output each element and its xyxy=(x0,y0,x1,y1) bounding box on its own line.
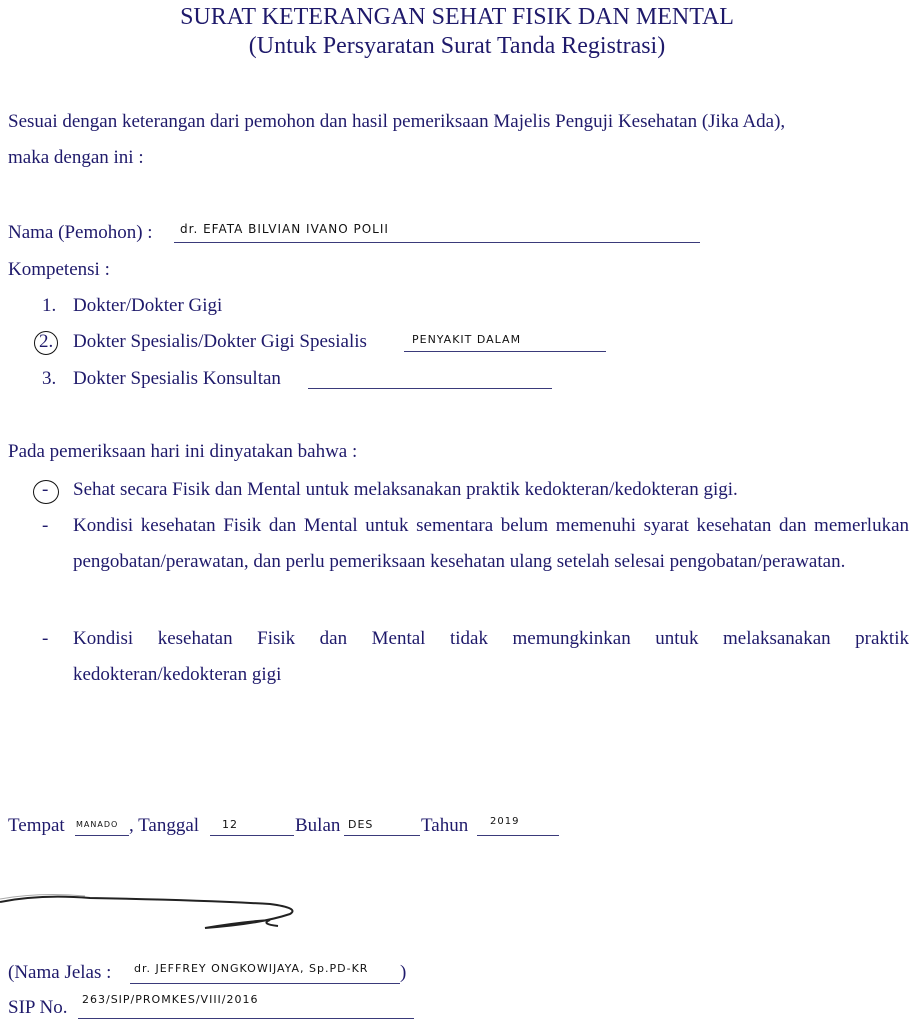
place-underline xyxy=(75,835,129,836)
competency-1-number: 1. xyxy=(42,295,57,316)
year-underline xyxy=(477,835,559,836)
document-title: SURAT KETERANGAN SEHAT FISIK DAN MENTAL xyxy=(180,4,734,30)
document-subtitle: (Untuk Persyaratan Surat Tanda Registrasi) xyxy=(248,33,666,59)
examination-label: Pada pemeriksaan hari ini dinyatakan bahwa : xyxy=(8,441,358,462)
exam-option-2-marker: - xyxy=(42,515,49,536)
signer-name-underline xyxy=(130,983,400,984)
applicant-underline xyxy=(174,242,700,243)
applicant-name-field[interactable]: dr. EFATA BILVIAN IVANO POLII xyxy=(180,222,389,236)
sip-label: SIP No. xyxy=(8,997,68,1018)
place-label: Tempat xyxy=(8,815,65,836)
signer-name-field[interactable]: dr. JEFFREY ONGKOWIJAYA, Sp.PD-KR xyxy=(134,962,369,975)
exam-option-1-marker: - xyxy=(42,479,49,500)
exam-option-2-text[interactable]: Kondisi kesehatan Fisik dan Mental untuk sementara belum memenuhi syarat kesehatan dan memerlukan pengobatan/perawatan, dan perlu pemeriksaan kesehatan ulang setelah selesai pengobatan/perawatan. xyxy=(73,515,909,572)
competency-1-label[interactable]: Dokter/Dokter Gigi xyxy=(73,295,223,316)
specialty-field[interactable]: PENYAKIT DALAM xyxy=(412,333,522,346)
competency-3-number: 3. xyxy=(42,368,57,389)
intro-line-2: maka dengan ini : xyxy=(8,147,144,168)
signer-name-close: ) xyxy=(400,962,407,983)
competency-2-label[interactable]: Dokter Spesialis/Dokter Gigi Spesialis xyxy=(73,331,367,352)
month-underline xyxy=(344,835,420,836)
competency-2-number: 2. xyxy=(39,331,54,352)
applicant-label: Nama (Pemohon) : xyxy=(8,222,153,243)
exam-option-3-marker: - xyxy=(42,628,49,649)
sip-field[interactable]: 263/SIP/PROMKES/VIII/2016 xyxy=(82,993,259,1006)
signer-name-label: (Nama Jelas : xyxy=(8,962,112,983)
competency-label: Kompetensi : xyxy=(8,259,110,280)
consultant-underline xyxy=(308,388,552,389)
signature xyxy=(0,880,320,940)
exam-option-3-text[interactable]: Kondisi kesehatan Fisik dan Mental tidak memungkinkan untuk melaksanakan praktik kedokteran/kedokteran gigi xyxy=(73,628,909,685)
intro-line-1: Sesuai dengan keterangan dari pemohon dan hasil pemeriksaan Majelis Penguji Kesehatan (Jika Ada), xyxy=(8,111,786,132)
exam-option-1-text[interactable]: Sehat secara Fisik dan Mental untuk melaksanakan praktik kedokteran/kedokteran gigi. xyxy=(73,479,738,500)
competency-3-label[interactable]: Dokter Spesialis Konsultan xyxy=(73,368,281,389)
month-field[interactable]: DES xyxy=(348,818,374,831)
sip-underline xyxy=(78,1018,414,1019)
place-field[interactable]: MANADO xyxy=(76,820,119,829)
day-underline xyxy=(210,835,294,836)
day-field[interactable]: 12 xyxy=(222,818,238,831)
specialty-underline xyxy=(404,351,606,352)
month-label: Bulan xyxy=(295,815,341,836)
year-label: Tahun xyxy=(421,815,469,836)
day-label: , Tanggal xyxy=(129,815,200,836)
year-field[interactable]: 2019 xyxy=(490,816,520,827)
